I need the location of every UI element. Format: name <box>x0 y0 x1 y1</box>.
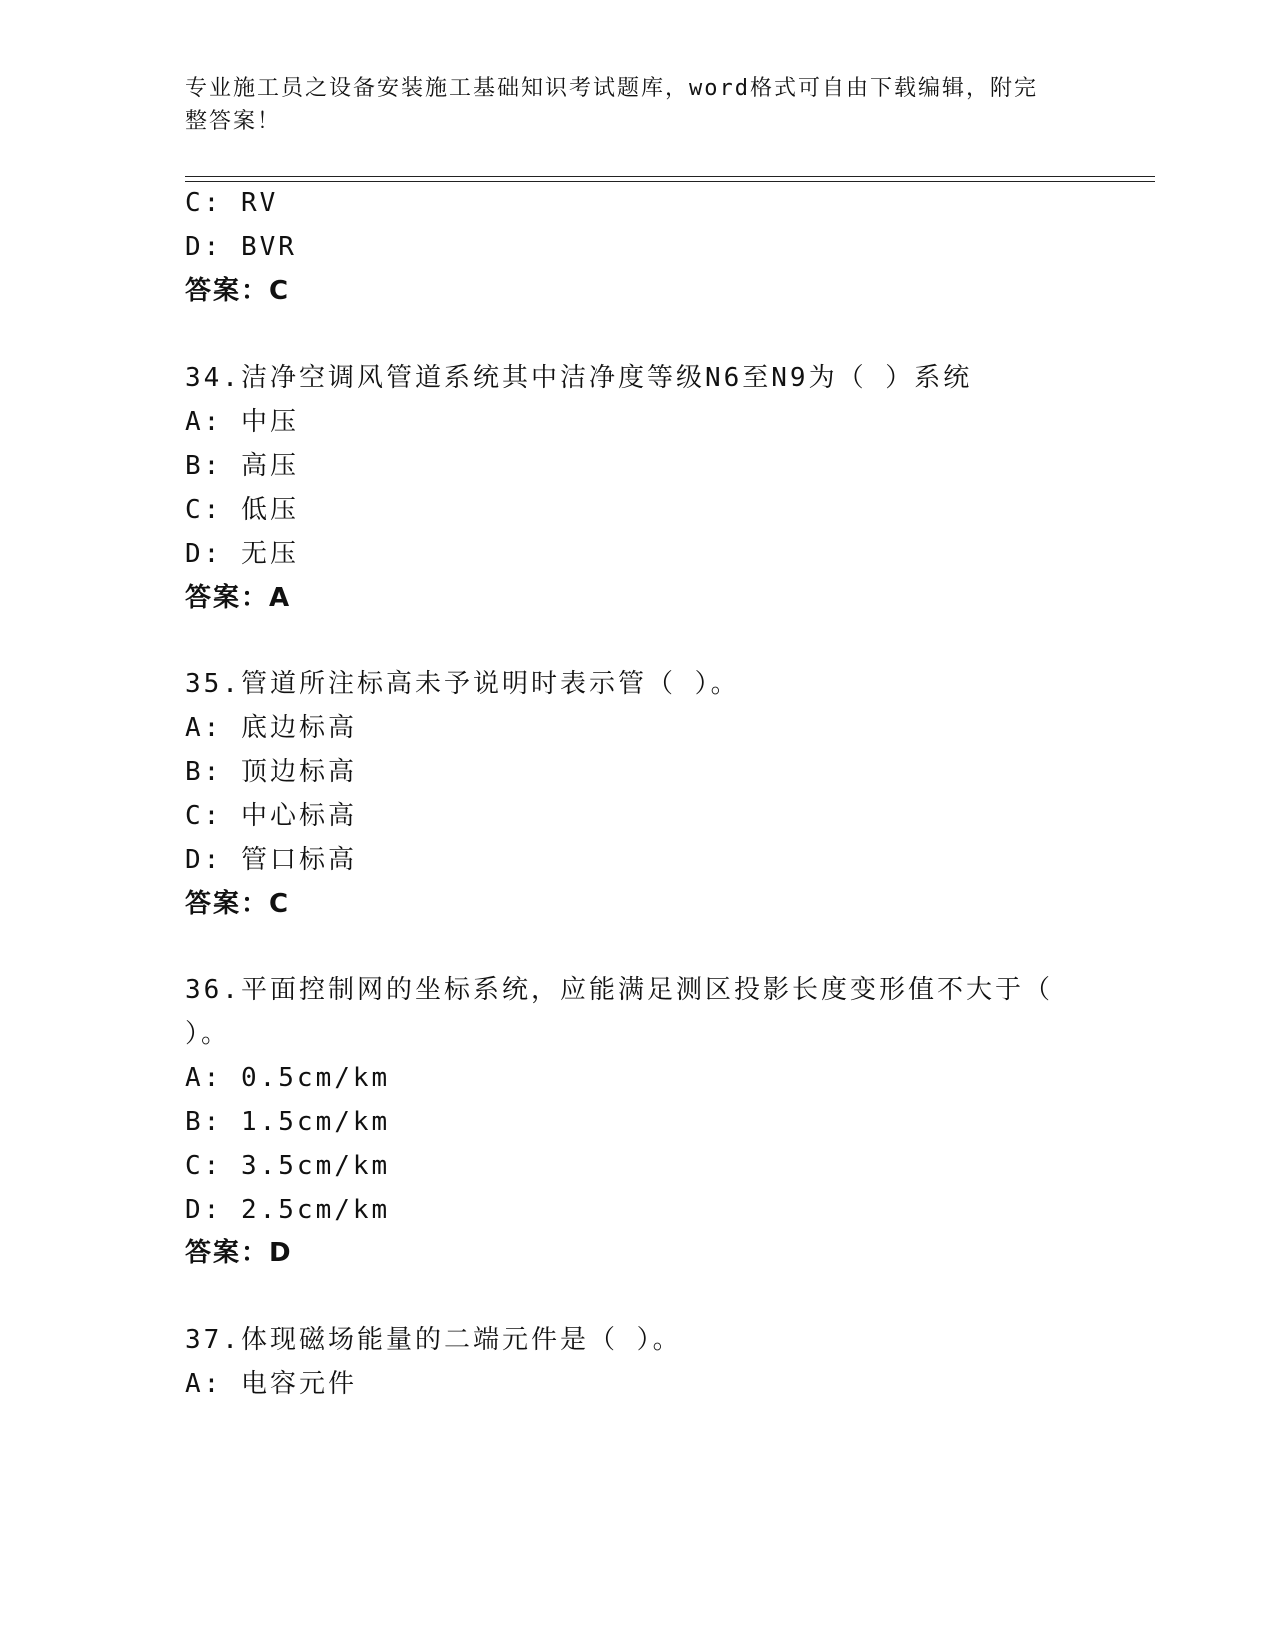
q34-option-b: B: 高压 <box>185 451 299 481</box>
q35-option-b: B: 顶边标高 <box>185 757 357 787</box>
q33-option-c: C: RV <box>185 188 279 218</box>
q34-stem: 34.洁净空调风管道系统其中洁净度等级N6至N9为（ ）系统 <box>185 363 973 393</box>
q37-option-a: A: 电容元件 <box>185 1369 357 1399</box>
q35-stem: 35.管道所注标高未予说明时表示管（ ）。 <box>185 669 740 699</box>
q35-option-a: A: 底边标高 <box>185 713 357 743</box>
q36-option-d: D: 2.5cm/km <box>185 1195 391 1225</box>
q35-option-d: D: 管口标高 <box>185 845 357 875</box>
header-line-1: 专业施工员之设备安装施工基础知识考试题库，word格式可自由下载编辑，附完 <box>185 76 1038 101</box>
q36-option-a: A: 0.5cm/km <box>185 1063 391 1093</box>
q36-answer: 答案：D <box>185 1238 293 1268</box>
q36-stem-line-2: ）。 <box>185 1019 231 1049</box>
header-divider-bottom <box>185 181 1155 182</box>
q36-stem-line-1: 36.平面控制网的坐标系统，应能满足测区投影长度变形值不大于（ <box>185 975 1053 1005</box>
q35-option-c: C: 中心标高 <box>185 801 357 831</box>
q35-answer: 答案：C <box>185 889 291 919</box>
q34-answer: 答案：A <box>185 583 292 613</box>
q36-option-b: B: 1.5cm/km <box>185 1107 391 1137</box>
q34-option-d: D: 无压 <box>185 539 299 569</box>
q33-option-d: D: BVR <box>185 232 297 262</box>
header-line-2: 整答案！ <box>185 109 282 134</box>
q37-stem: 37.体现磁场能量的二端元件是（ ）。 <box>185 1325 682 1355</box>
document-header <box>185 72 1065 138</box>
header-divider-top <box>185 176 1155 177</box>
q34-option-a: A: 中压 <box>185 407 299 437</box>
q33-answer: 答案：C <box>185 276 291 306</box>
q34-option-c: C: 低压 <box>185 495 299 525</box>
q36-option-c: C: 3.5cm/km <box>185 1151 391 1181</box>
